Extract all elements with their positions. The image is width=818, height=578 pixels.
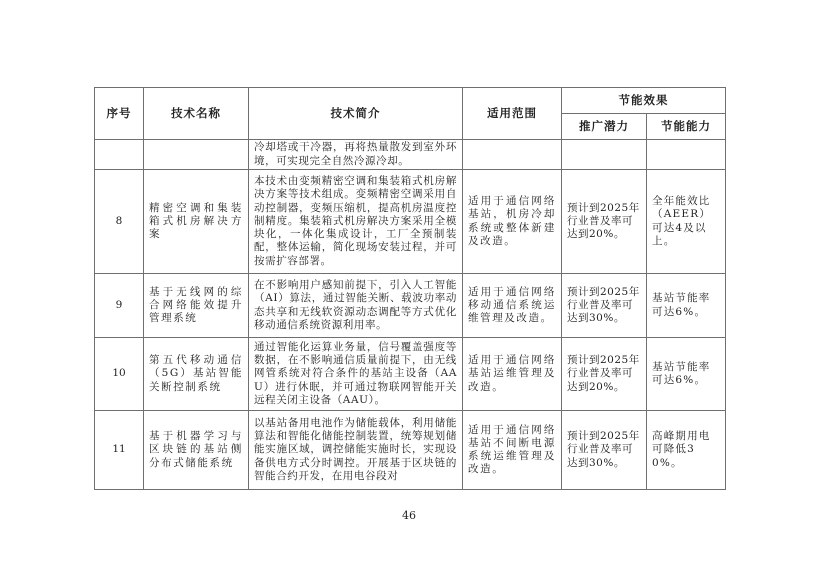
cell-potential [562,140,647,170]
cell-capability: 基站节能率可达6%。 [647,338,726,411]
cell-scope: 适用于通信网络基站运维管理及改造。 [463,338,562,411]
header-index: 序号 [95,88,144,140]
cell-name [144,140,249,170]
cell-intro: 在不影响用户感知前提下，引入人工智能（AI）算法，通过智能关断、载波功率动态共享和无线软资源动态调配等方式优化移动通信系统资源利用率。 [249,274,463,338]
cell-scope: 适用于通信网络移动通信系统运维管理及改造。 [463,274,562,338]
cell-potential: 预计到2025年行业普及率可达到30%。 [562,274,647,338]
cell-capability [647,140,726,170]
table-row [95,274,726,338]
cell-potential: 预计到2025年行业普及率可达到30%。 [562,411,647,490]
cell-name: 基于无线网的综合网络能效提升管理系统 [144,274,249,338]
cell-index: 9 [95,274,144,338]
cell-intro: 本技术由变频精密空调和集装箱式机房解决方案等技术组成。变频精密空调采用自动控制器，变频压缩机，提高机房温度控制精度。集装箱式机房解决方案采用全模块化，一体化集成设计，工厂全预制装配，整体运输，简化现场安装过程，并可按需扩容部署。 [249,170,463,274]
cell-index: 8 [95,170,144,274]
cell-capability: 高峰期用电可降低30%。 [647,411,726,490]
cell-index: 11 [95,411,144,490]
header-row-1 [95,88,726,114]
cell-name: 基于机器学习与区块链的基站侧分布式储能系统 [144,411,249,490]
cell-capability: 基站节能率可达6%。 [647,274,726,338]
cell-name: 精密空调和集装箱式机房解决方案 [144,170,249,274]
cell-scope: 适用于通信网络基站，机房冷却系统或整体新建及改造。 [463,170,562,274]
header-effect-group: 节能效果 [562,88,726,114]
table-row [95,140,726,170]
header-capability: 节能能力 [647,114,726,140]
header-scope: 适用范围 [463,88,562,140]
table-row [95,338,726,411]
cell-potential: 预计到2025年行业普及率可达到20%。 [562,338,647,411]
cell-potential: 预计到2025年行业普及率可达到20%。 [562,170,647,274]
header-potential: 推广潜力 [562,114,647,140]
table-row [95,411,726,490]
energy-saving-technology-table [94,87,726,490]
cell-intro: 通过智能化运算业务量，信号覆盖强度等数据，在不影响通信质量前提下，由无线网管系统对符合条件的基站主设备（AAU）进行休眠，并可通过物联网智能开关远程关闭主设备（AAU）。 [249,338,463,411]
cell-scope [463,140,562,170]
cell-scope: 适用于通信网络基站不间断电源系统运维管理及改造。 [463,411,562,490]
cell-index: 10 [95,338,144,411]
cell-name: 第五代移动通信（5G）基站智能关断控制系统 [144,338,249,411]
cell-intro: 以基站备用电池作为储能载体，利用储能算法和智能化储能控制装置，统筹规划储能实施区域，调控储能实施时长，实现设备供电方式分时调控。开展基于区块链的智能合约开发，在用电谷段对 [249,411,463,490]
header-intro: 技术简介 [249,88,463,140]
cell-capability: 全年能效比（AEER）可达4及以上。 [647,170,726,274]
header-name: 技术名称 [144,88,249,140]
cell-intro: 冷却塔或干冷器，再将热量散发到室外环境，可实现完全自然冷源冷却。 [249,140,463,170]
cell-index [95,140,144,170]
table-row [95,170,726,274]
page-number: 46 [402,509,416,522]
